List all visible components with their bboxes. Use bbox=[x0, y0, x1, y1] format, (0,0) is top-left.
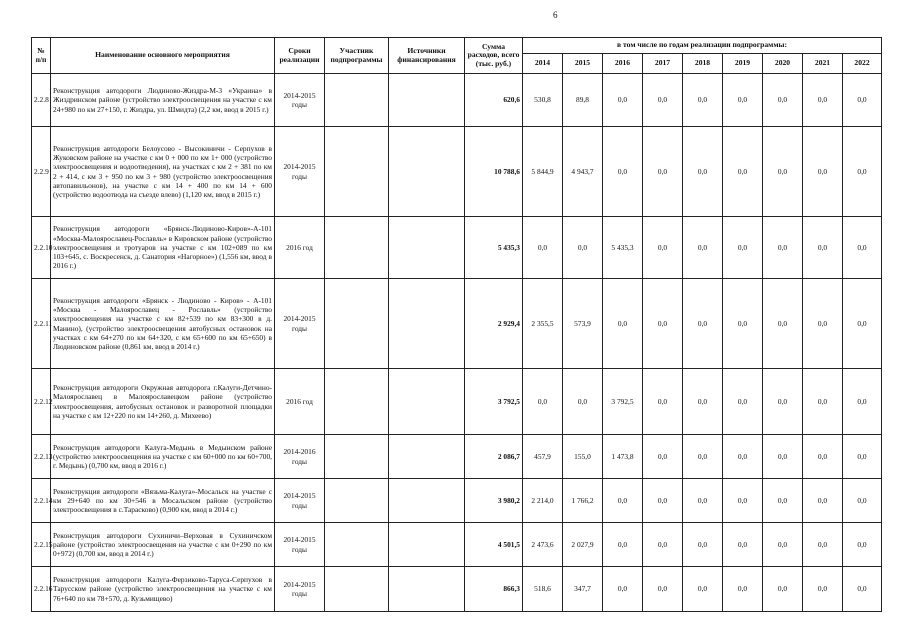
header-year: 2016 bbox=[603, 54, 643, 74]
year-value: 0,0 bbox=[723, 523, 763, 567]
year-value: 0,0 bbox=[723, 567, 763, 612]
year-value: 0,0 bbox=[763, 74, 803, 127]
year-value: 0,0 bbox=[643, 435, 683, 479]
header-year: 2021 bbox=[803, 54, 843, 74]
year-value: 0,0 bbox=[643, 217, 683, 279]
participant-cell bbox=[325, 279, 389, 369]
year-value: 0,0 bbox=[643, 127, 683, 217]
table-row bbox=[32, 523, 882, 567]
implementation-term: 2016 год bbox=[275, 369, 325, 435]
table-row bbox=[32, 369, 882, 435]
implementation-term: 2014-2015 годы bbox=[275, 523, 325, 567]
table-row bbox=[32, 567, 882, 612]
participant-cell bbox=[325, 567, 389, 612]
header-year: 2017 bbox=[643, 54, 683, 74]
header-num: № п/п bbox=[32, 38, 51, 74]
funding-source-cell bbox=[389, 479, 465, 523]
year-value: 0,0 bbox=[683, 74, 723, 127]
funding-source-cell bbox=[389, 74, 465, 127]
year-value: 0,0 bbox=[683, 523, 723, 567]
header-name: Наименование основного мероприятия bbox=[51, 38, 275, 74]
header-sources: Источники финансирования bbox=[389, 38, 465, 74]
participant-cell bbox=[325, 74, 389, 127]
year-value: 0,0 bbox=[643, 279, 683, 369]
year-value: 0,0 bbox=[723, 127, 763, 217]
year-value: 0,0 bbox=[603, 523, 643, 567]
implementation-term: 2014-2015 годы bbox=[275, 567, 325, 612]
year-value: 0,0 bbox=[803, 369, 843, 435]
year-value: 0,0 bbox=[683, 435, 723, 479]
table-row bbox=[32, 217, 882, 279]
year-value: 0,0 bbox=[843, 435, 882, 479]
row-number: 2.2.15 bbox=[32, 523, 51, 567]
year-value: 0,0 bbox=[683, 479, 723, 523]
year-value: 1 766,2 bbox=[563, 479, 603, 523]
funding-source-cell bbox=[389, 279, 465, 369]
implementation-term: 2014-2015 годы bbox=[275, 127, 325, 217]
year-value: 0,0 bbox=[843, 74, 882, 127]
total-sum: 10 788,6 bbox=[465, 127, 523, 217]
year-value: 573,9 bbox=[563, 279, 603, 369]
funding-source-cell bbox=[389, 567, 465, 612]
year-value: 457,9 bbox=[523, 435, 563, 479]
year-value: 0,0 bbox=[563, 217, 603, 279]
year-value: 0,0 bbox=[643, 523, 683, 567]
year-value: 0,0 bbox=[843, 279, 882, 369]
year-value: 0,0 bbox=[603, 567, 643, 612]
row-number: 2.2.9 bbox=[32, 127, 51, 217]
year-value: 0,0 bbox=[723, 435, 763, 479]
year-value: 3 792,5 bbox=[603, 369, 643, 435]
row-number: 2.2.14 bbox=[32, 479, 51, 523]
year-value: 0,0 bbox=[803, 435, 843, 479]
activity-name: Реконструкция автодороги «Брянск - Людиново - Киров» - А-101 «Москва - Малоярославец - Рославль» (устройство электроосвещения на участке с км 82+539 по км 83+300 в д. Манино), (устройство электроосвещения автобусных остановок на участках с км 64+270 по км 64+320, с км 65+600 по км 65+650) в Людиновском районе (0,861 км, ввод в 2014 г.) bbox=[51, 279, 275, 369]
total-sum: 2 929,4 bbox=[465, 279, 523, 369]
header-row-top bbox=[32, 38, 882, 54]
header-participant: Участник подпрограммы bbox=[325, 38, 389, 74]
total-sum: 2 086,7 bbox=[465, 435, 523, 479]
activity-name: Реконструкция автодороги Калуга-Ферзиково-Таруса-Серпухов в Тарусском районе (устройство электроосвещения на участке с км 76+640 по км 78+570, д. Кузьмищево) bbox=[51, 567, 275, 612]
total-sum: 3 980,2 bbox=[465, 479, 523, 523]
implementation-term: 2014-2015 годы bbox=[275, 479, 325, 523]
year-value: 0,0 bbox=[603, 127, 643, 217]
implementation-term: 2014-2016 годы bbox=[275, 435, 325, 479]
year-value: 1 473,8 bbox=[603, 435, 643, 479]
year-value: 0,0 bbox=[723, 74, 763, 127]
year-value: 0,0 bbox=[603, 479, 643, 523]
participant-cell bbox=[325, 479, 389, 523]
table-row bbox=[32, 479, 882, 523]
year-value: 2 355,5 bbox=[523, 279, 563, 369]
table-row bbox=[32, 127, 882, 217]
row-number: 2.2.11 bbox=[32, 279, 51, 369]
implementation-term: 2016 год bbox=[275, 217, 325, 279]
year-value: 0,0 bbox=[763, 369, 803, 435]
year-value: 0,0 bbox=[723, 279, 763, 369]
table-body bbox=[32, 74, 882, 612]
year-value: 0,0 bbox=[523, 217, 563, 279]
year-value: 347,7 bbox=[563, 567, 603, 612]
year-value: 0,0 bbox=[803, 523, 843, 567]
year-value: 0,0 bbox=[803, 217, 843, 279]
participant-cell bbox=[325, 217, 389, 279]
total-sum: 4 501,5 bbox=[465, 523, 523, 567]
participant-cell bbox=[325, 523, 389, 567]
year-value: 0,0 bbox=[643, 567, 683, 612]
year-value: 0,0 bbox=[843, 217, 882, 279]
year-value: 0,0 bbox=[763, 435, 803, 479]
row-number: 2.2.8 bbox=[32, 74, 51, 127]
year-value: 0,0 bbox=[763, 217, 803, 279]
year-value: 89,8 bbox=[563, 74, 603, 127]
table-row bbox=[32, 435, 882, 479]
year-value: 0,0 bbox=[723, 369, 763, 435]
year-value: 0,0 bbox=[643, 369, 683, 435]
total-sum: 5 435,3 bbox=[465, 217, 523, 279]
year-value: 0,0 bbox=[843, 479, 882, 523]
year-value: 0,0 bbox=[723, 479, 763, 523]
header-term: Сроки реализации bbox=[275, 38, 325, 74]
row-number: 2.2.12 bbox=[32, 369, 51, 435]
header-sum: Сумма расходов, всего (тыс. руб.) bbox=[465, 38, 523, 74]
funding-source-cell bbox=[389, 127, 465, 217]
implementation-term: 2014-2015 годы bbox=[275, 279, 325, 369]
year-value: 0,0 bbox=[683, 279, 723, 369]
year-value: 518,6 bbox=[523, 567, 563, 612]
year-value: 0,0 bbox=[643, 479, 683, 523]
year-value: 0,0 bbox=[803, 127, 843, 217]
activity-name: Реконструкция автодороги Белоусово - Высокиничи - Серпухов в Жуковском районе на участке с км 0 + 000 по км 1+ 000 (устройство электроосвещения и водоотведения), на участках с км 2 + 381 по км 2 + 414, с км 3 + 950 по км 3 + 980 (устройство электроосвещения автопавильонов), на участке с км 14 + 400 по км 14 + 600 (устройство водоотвода на съезде влево) (1,120 км, ввод в 2015 г.) bbox=[51, 127, 275, 217]
header-year: 2019 bbox=[723, 54, 763, 74]
year-value: 5 844,9 bbox=[523, 127, 563, 217]
year-value: 530,8 bbox=[523, 74, 563, 127]
funding-source-cell bbox=[389, 217, 465, 279]
year-value: 0,0 bbox=[843, 127, 882, 217]
table-row bbox=[32, 74, 882, 127]
implementation-term: 2014-2015 годы bbox=[275, 74, 325, 127]
participant-cell bbox=[325, 369, 389, 435]
program-activities-table bbox=[31, 37, 882, 612]
header-year: 2014 bbox=[523, 54, 563, 74]
year-value: 2 473,6 bbox=[523, 523, 563, 567]
total-sum: 3 792,5 bbox=[465, 369, 523, 435]
total-sum: 866,3 bbox=[465, 567, 523, 612]
year-value: 0,0 bbox=[683, 217, 723, 279]
activity-name: Реконструкция автодороги «Брянск-Людиново-Киров»-А-101 «Москва-Малоярославец-Рославль» в Кировском районе (устройство электроосвещения и тротуаров на участке с км 102+089 по км 103+645, с. Воскресенск, д. Санатория «Нагорное») (1,556 км, ввод в 2016 г.) bbox=[51, 217, 275, 279]
year-value: 0,0 bbox=[763, 523, 803, 567]
year-value: 0,0 bbox=[683, 369, 723, 435]
year-value: 0,0 bbox=[803, 567, 843, 612]
header-year: 2020 bbox=[763, 54, 803, 74]
year-value: 0,0 bbox=[803, 279, 843, 369]
year-value: 0,0 bbox=[683, 127, 723, 217]
year-value: 0,0 bbox=[603, 279, 643, 369]
year-value: 0,0 bbox=[843, 523, 882, 567]
year-value: 155,0 bbox=[563, 435, 603, 479]
year-value: 0,0 bbox=[803, 479, 843, 523]
header-year: 2022 bbox=[843, 54, 882, 74]
participant-cell bbox=[325, 435, 389, 479]
year-value: 0,0 bbox=[643, 74, 683, 127]
year-value: 0,0 bbox=[603, 74, 643, 127]
year-value: 0,0 bbox=[843, 567, 882, 612]
header-year: 2018 bbox=[683, 54, 723, 74]
activity-name: Реконструкция автодороги Людиново-Жиздра-М-3 «Украина» в Жиздринском районе (устройство электроосвещения на участке с км 24+980 по км 27+150, г. Жиздра, ул. Шмидта) (2,2 км, ввод в 2015 г.) bbox=[51, 74, 275, 127]
row-number: 2.2.10 bbox=[32, 217, 51, 279]
funding-source-cell bbox=[389, 369, 465, 435]
activity-name: Реконструкция автодороги Окружная автодорога г.Калуги-Детчино-Малоярославец в Малоярославецком районе (устройство электроосвещения, автобусных остановок и разворотной площадки на участке с км 12+220 по км 14+260, д. Михеево) bbox=[51, 369, 275, 435]
year-value: 2 027,9 bbox=[563, 523, 603, 567]
row-number: 2.2.13 bbox=[32, 435, 51, 479]
funding-source-cell bbox=[389, 435, 465, 479]
year-value: 5 435,3 bbox=[603, 217, 643, 279]
year-value: 0,0 bbox=[763, 479, 803, 523]
participant-cell bbox=[325, 127, 389, 217]
year-value: 0,0 bbox=[763, 127, 803, 217]
year-value: 0,0 bbox=[763, 279, 803, 369]
activity-name: Реконструкция автодороги «Вязьма-Калуга»-Мосальск на участке с км 29+640 по км 30+546 в Мосальском районе (устройство электроосвещения в с.Тарасково) (0,900 км, ввод в 2014 г.) bbox=[51, 479, 275, 523]
year-value: 4 943,7 bbox=[563, 127, 603, 217]
year-value: 2 214,0 bbox=[523, 479, 563, 523]
total-sum: 620,6 bbox=[465, 74, 523, 127]
activity-name: Реконструкция автодороги Сухиничи–Верховая в Сухиничском районе (устройство электроосвещения на участке с км 0+290 по км 0+972) (0,700 км, ввод в 2014 г.) bbox=[51, 523, 275, 567]
table-row bbox=[32, 279, 882, 369]
year-value: 0,0 bbox=[683, 567, 723, 612]
year-value: 0,0 bbox=[803, 74, 843, 127]
page-number: 6 bbox=[553, 10, 558, 20]
funding-source-cell bbox=[389, 523, 465, 567]
activity-name: Реконструкция автодороги Калуга-Медынь в Медынском районе (устройство электроосвещения на участке с км 60+000 по км 60+700, г. Медынь) (0,700 км, ввод в 2016 г.) bbox=[51, 435, 275, 479]
year-value: 0,0 bbox=[523, 369, 563, 435]
year-value: 0,0 bbox=[563, 369, 603, 435]
year-value: 0,0 bbox=[843, 369, 882, 435]
year-value: 0,0 bbox=[723, 217, 763, 279]
year-value: 0,0 bbox=[763, 567, 803, 612]
row-number: 2.2.16 bbox=[32, 567, 51, 612]
header-by-years: в том числе по годам реализации подпрограммы: bbox=[523, 38, 882, 54]
header-year: 2015 bbox=[563, 54, 603, 74]
